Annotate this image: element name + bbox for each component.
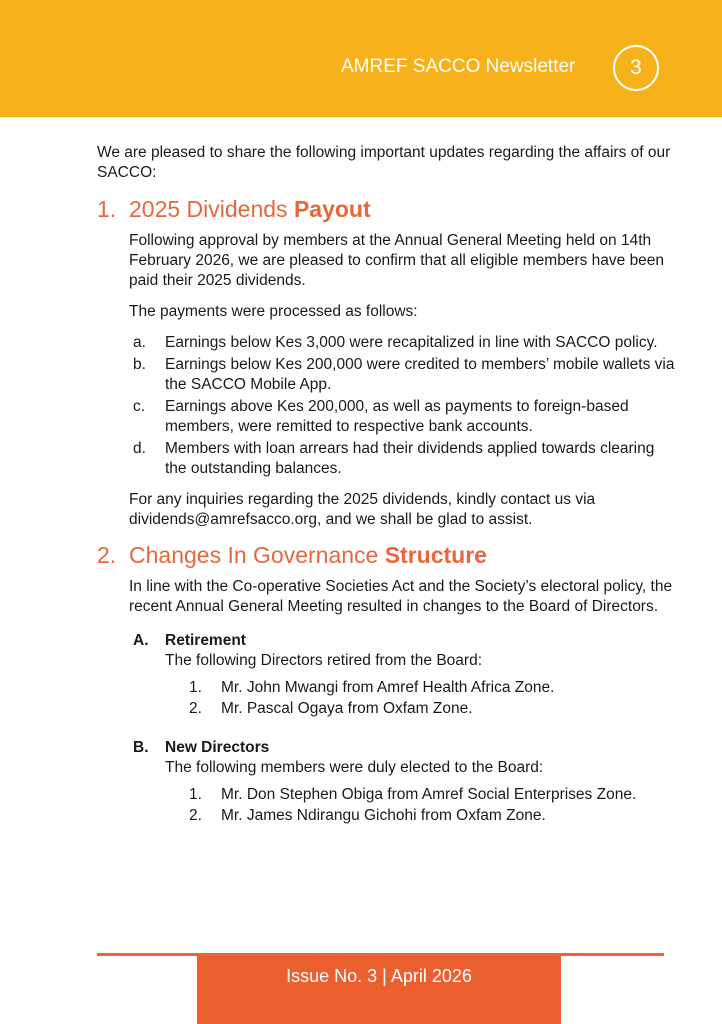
subsection-a-title: Retirement bbox=[165, 632, 246, 649]
list-item bbox=[189, 699, 677, 719]
newsletter-title: AMREF SACCO Newsletter bbox=[341, 56, 576, 77]
list-marker: c. bbox=[133, 398, 146, 415]
list-item bbox=[189, 785, 677, 805]
list-item-text: Mr. Don Stephen Obiga from Amref Social Enterprises Zone. bbox=[221, 786, 637, 803]
section-2-title-bold: Structure bbox=[384, 542, 487, 568]
list-item bbox=[129, 397, 677, 437]
list-marker: 2. bbox=[189, 807, 202, 824]
page-header bbox=[0, 0, 722, 117]
section-2-title bbox=[129, 541, 487, 569]
list-item-text: Mr. James Ndirangu Gichohi from Oxfam Zone. bbox=[221, 807, 546, 824]
list-marker: 1. bbox=[189, 786, 202, 803]
list-item bbox=[129, 439, 677, 479]
subsection-b-title: New Directors bbox=[165, 739, 270, 756]
section-2-title-light: Changes In Governance bbox=[129, 542, 385, 568]
issue-label: Issue No. 3 | April 2026 bbox=[286, 966, 472, 986]
section-1-title-bold: Payout bbox=[293, 196, 371, 222]
section-2-heading bbox=[97, 541, 677, 569]
list-item-text: Mr. Pascal Ogaya from Oxfam Zone. bbox=[221, 700, 473, 717]
section-1-paragraph-3: For any inquiries regarding the 2025 dividends, kindly contact us via dividends@amrefsacco.org, and we shall be glad to assist. bbox=[129, 491, 596, 528]
list-item-text: Earnings below Kes 200,000 were credited to members’ mobile wallets via the SACCO Mobile App. bbox=[165, 356, 675, 393]
list-item-text: Earnings above Kes 200,000, as well as payments to foreign-based members, were remitted to respective bank accounts. bbox=[165, 398, 629, 435]
list-item bbox=[189, 806, 677, 826]
list-marker: b. bbox=[133, 356, 146, 373]
intro-paragraph: We are pleased to share the following important updates regarding the affairs of our SACCO: bbox=[97, 144, 671, 181]
footer-issue-box bbox=[197, 956, 561, 1024]
section-2-paragraph-1: In line with the Co-operative Societies Act and the Society’s electoral policy, the recent Annual General Meeting resulted in changes to the Board of Directors. bbox=[129, 578, 673, 615]
section-1-paragraph-1: Following approval by members at the Annual General Meeting held on 14th February 2026, we are pleased to confirm that all eligible members have been paid their 2025 dividends. bbox=[129, 232, 665, 289]
subsection-b-marker: B. bbox=[133, 739, 149, 756]
list-item-text: Mr. John Mwangi from Amref Health Africa Zone. bbox=[221, 679, 555, 696]
payment-list bbox=[129, 333, 677, 479]
list-item-text: Members with loan arrears had their dividends applied towards clearing the outstanding balances. bbox=[165, 440, 655, 477]
section-1-title bbox=[129, 195, 371, 223]
list-item bbox=[129, 333, 677, 353]
list-marker: a. bbox=[133, 334, 146, 351]
section-2-number: 2. bbox=[97, 542, 117, 568]
article-body bbox=[97, 143, 677, 827]
list-marker: d. bbox=[133, 440, 146, 457]
retired-directors-list bbox=[189, 678, 677, 719]
section-1-heading bbox=[97, 195, 677, 223]
section-1-paragraph-2: The payments were processed as follows: bbox=[129, 303, 418, 320]
page-number: 3 bbox=[613, 45, 659, 91]
subsection-a-text: The following Directors retired from the Board: bbox=[165, 652, 483, 669]
subsection-a-heading bbox=[97, 631, 677, 651]
new-directors-list bbox=[189, 785, 677, 826]
subsection-a-marker: A. bbox=[133, 632, 149, 649]
list-item-text: Earnings below Kes 3,000 were recapitalized in line with SACCO policy. bbox=[165, 334, 658, 351]
list-marker: 2. bbox=[189, 700, 202, 717]
subsection-b-text: The following members were duly elected to the Board: bbox=[165, 759, 544, 776]
list-item bbox=[189, 678, 677, 698]
subsection-b-heading bbox=[97, 738, 677, 758]
list-item bbox=[129, 355, 677, 395]
list-marker: 1. bbox=[189, 679, 202, 696]
section-1-number: 1. bbox=[97, 196, 117, 222]
section-1-title-light: 2025 Dividends bbox=[129, 196, 294, 222]
